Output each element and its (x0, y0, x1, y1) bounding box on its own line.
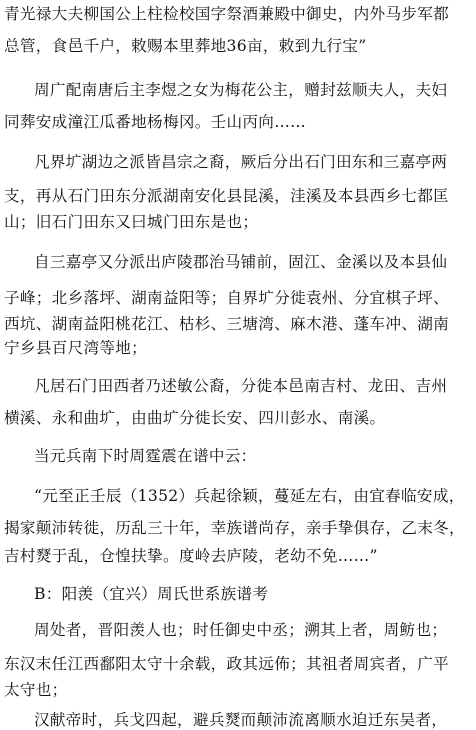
text-line: 太守也； (4, 681, 68, 699)
text-line: 周广配南唐后主李煜之女为梅花公主，赠封兹顺夫人，夫妇 (34, 81, 448, 99)
text-line: 东汉末任江西鄱阳太守十余载，政其远佈；其祖者周宾者，广平 (4, 655, 450, 673)
quote-line: 吉村燹于乱，仓惶扶挚。度岭去庐陵，老幼不免……” (4, 547, 378, 565)
quote-line: “元至正壬辰（1352）兵起徐颖，蔓延左右，由宜春临安成， (34, 487, 465, 505)
section-heading: B：阳羡（宜兴）周氏世系族谱考 (34, 585, 269, 603)
text-line: 当元兵南下时周霆震在谱中云： (34, 447, 257, 465)
text-line: 子峰；北乡落坪、湖南益阳等；自界圹分徙袁州、分宜棋子坪、 (4, 289, 450, 307)
quote-line: 揭家颠沛转徙，历乱三十年，幸族谱尚存，亲手挚俱存，乙末冬， (4, 519, 465, 537)
text-line: 总管，食邑千户，敕赐本里葬地36亩，敕到九行宝” (4, 37, 367, 55)
text-line: 横溪、永和曲圹，由曲圹分徙长安、四川彭水、南溪。 (4, 409, 386, 427)
text-line: 山；旧石门田东又曰城门田东是也； (4, 213, 259, 231)
text-line: 支，再从石门田东分派湖南安化县昆溪，洼溪及本县西乡七都匡 (4, 187, 450, 205)
text-line: 凡界圹湖边之派皆昌宗之裔，厥后分出石门田东和三嘉亭两 (34, 153, 448, 171)
text-line: 周处者，晋阳羡人也；时任御史中丞；溯其上者，周鲂也； (34, 621, 448, 639)
text-line: 自三嘉亭又分派出庐陵郡治马铺前，固江、金溪以及本县仙 (34, 253, 448, 271)
text-line: 汉献帝时，兵戈四起，避兵燹而颠沛流离顺水迫迁东吴者， (34, 711, 448, 729)
text-line: 宁乡县百尺湾等地； (4, 339, 148, 357)
text-line: 西坑、湖南益阳桃花江、枯杉、三塘湾、麻木港、蓬车冲、湖南 (4, 315, 450, 333)
text-line: 青光禄大夫柳国公上柱检校国字祭酒兼殿中御史，内外马步军都 (4, 5, 450, 23)
text-line: 同葬安成潼江瓜番地杨梅冈。壬山丙向…… (4, 113, 306, 131)
text-line: 凡居石门田西者乃述敏公裔，分徙本邑南吉村、龙田、吉州 (34, 377, 448, 395)
